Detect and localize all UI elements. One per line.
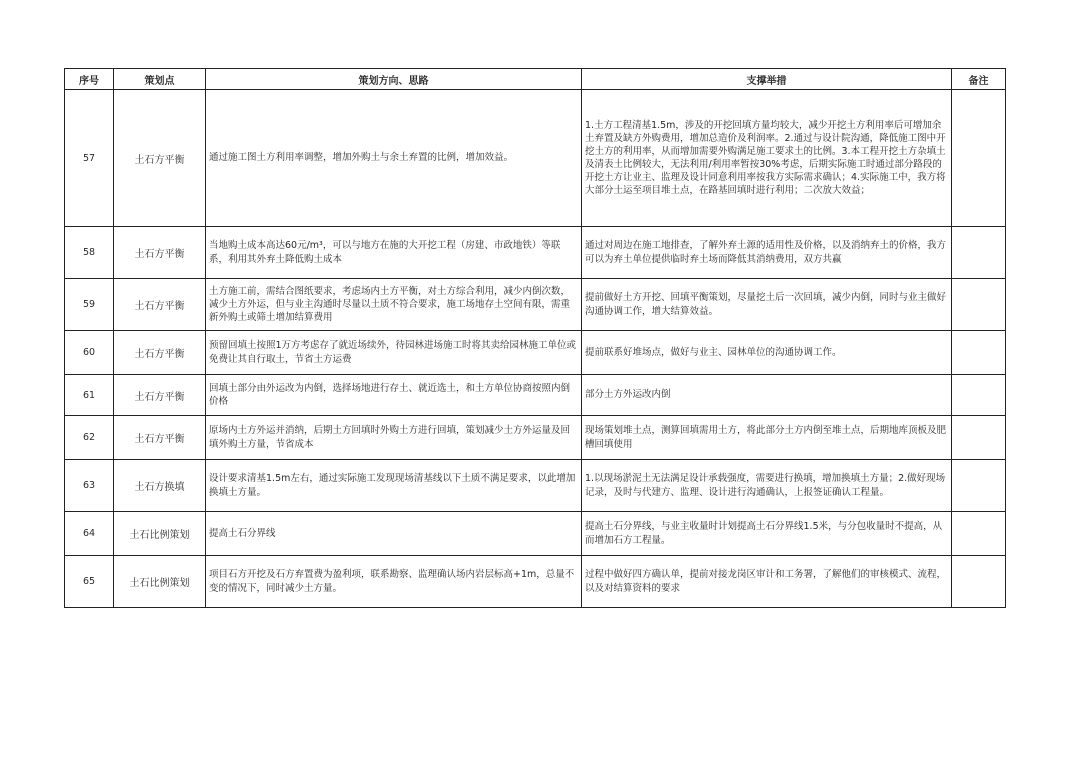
note-cell (952, 279, 1006, 331)
note-cell (952, 416, 1006, 460)
note-cell (952, 556, 1006, 608)
table-row (65, 331, 1006, 375)
header-measures: 支撑举措 (582, 69, 952, 90)
planning-table (64, 68, 1006, 608)
planning-point: 土石比例策划 (114, 512, 206, 556)
table-row (65, 227, 1006, 279)
table-header-row (65, 69, 1006, 90)
table-row (65, 512, 1006, 556)
note-cell (952, 375, 1006, 416)
note-cell (952, 512, 1006, 556)
planning-direction: 通过施工图土方利用率调整，增加外购土与余土弃置的比例，增加效益。 (206, 90, 582, 227)
planning-direction: 原场内土方外运并消纳，后期土方回填时外购土方进行回填，策划减少土方外运量及回填外购土方量，节省成本 (206, 416, 582, 460)
table-row (65, 375, 1006, 416)
header-direction: 策划方向、思路 (206, 69, 582, 90)
table-row (65, 556, 1006, 608)
note-cell (952, 331, 1006, 375)
planning-direction: 土方施工前，需结合图纸要求，考虑场内土方平衡，对土方综合利用，减少内倒次数，减少土方外运，但与业主沟通时尽量以土质不符合要求，施工场地存土空间有限，需重新外购土或筛土增加结算费用 (206, 279, 582, 331)
planning-direction: 当地购土成本高达60元/m³，可以与地方在施的大开挖工程（房建、市政地铁）等联系，利用其外弃土降低购土成本 (206, 227, 582, 279)
planning-direction: 预留回填土按照1万方考虑存了就近场续外，待园林进场施工时将其卖给园林施工单位或免费让其自行取土，节省土方运费 (206, 331, 582, 375)
note-cell (952, 227, 1006, 279)
header-note: 备注 (952, 69, 1006, 90)
planning-point: 土石方平衡 (114, 375, 206, 416)
header-planning-point: 策划点 (114, 69, 206, 90)
planning-direction: 设计要求清基1.5m左右，通过实际施工发现现场清基线以下土质不满足要求，以此增加换填土方量。 (206, 460, 582, 512)
planning-point: 土石方平衡 (114, 416, 206, 460)
note-cell (952, 90, 1006, 227)
planning-point: 土石方平衡 (114, 227, 206, 279)
support-measures: 部分土方外运改内倒 (582, 375, 952, 416)
table-row (65, 416, 1006, 460)
support-measures: 提前做好土方开挖、回填平衡策划，尽量挖土后一次回填，减少内倒，同时与业主做好沟通协调工作，增大结算效益。 (582, 279, 952, 331)
support-measures: 过程中做好四方确认单，提前对接龙岗区审计和工务署，了解他们的审核模式、流程，以及对结算资料的要求 (582, 556, 952, 608)
planning-point: 土石方平衡 (114, 90, 206, 227)
support-measures: 1.以现场淤泥土无法满足设计承载强度，需要进行换填，增加换填土方量；2.做好现场记录，及时与代建方、监理、设计进行沟通确认，上报签证确认工程量。 (582, 460, 952, 512)
planning-point: 土石方平衡 (114, 279, 206, 331)
planning-point: 土石比例策划 (114, 556, 206, 608)
header-no: 序号 (65, 69, 114, 90)
row-number: 65 (65, 556, 114, 608)
planning-point: 土石方换填 (114, 460, 206, 512)
support-measures: 提前联系好堆场点，做好与业主、园林单位的沟通协调工作。 (582, 331, 952, 375)
planning-direction: 回填土部分由外运改为内倒，选择场地进行存土、就近选土，和土方单位协商按照内倒价格 (206, 375, 582, 416)
row-number: 59 (65, 279, 114, 331)
row-number: 64 (65, 512, 114, 556)
table-row (65, 460, 1006, 512)
support-measures: 通过对周边在施工地排查，了解外弃土源的适用性及价格，以及消纳弃土的价格，我方可以为弃土单位提供临时弃土场而降低其消纳费用，双方共赢 (582, 227, 952, 279)
row-number: 57 (65, 90, 114, 227)
row-number: 61 (65, 375, 114, 416)
planning-direction: 项目石方开挖及石方弃置费为盈利项，联系勘察、监理确认场内岩层标高+1m，总量不变的情况下，同时减少土方量。 (206, 556, 582, 608)
note-cell (952, 460, 1006, 512)
support-measures: 1.土方工程清基1.5m，涉及的开挖回填方量均较大，减少开挖土方利用率后可增加余土弃置及缺方外购费用，增加总造价及利润率。2.通过与设计院沟通，降低施工图中开挖土方的利用率，从而增加需要外购满足施工要求土的比例。3.本工程开挖土方杂填土及清表土比例较大，无法利用/利用率暂按30%考虑，后期实际施工时通过部分路段的开挖土方让业主、监理及设计同意利用率按我方实际需求确认；4.实际施工中，我方将大部分土运至项目堆土点，在路基回填时进行利用；二次放大效益； (582, 90, 952, 227)
planning-point: 土石方平衡 (114, 331, 206, 375)
row-number: 60 (65, 331, 114, 375)
table-row (65, 90, 1006, 227)
row-number: 58 (65, 227, 114, 279)
support-measures: 提高土石分界线，与业主收量时计划提高土石分界线1.5米，与分包收量时不提高，从而增加石方工程量。 (582, 512, 952, 556)
planning-direction: 提高土石分界线 (206, 512, 582, 556)
row-number: 62 (65, 416, 114, 460)
table-row (65, 279, 1006, 331)
support-measures: 现场策划堆土点，测算回填需用土方，将此部分土方内倒至堆土点，后期地库顶板及肥槽回填使用 (582, 416, 952, 460)
row-number: 63 (65, 460, 114, 512)
